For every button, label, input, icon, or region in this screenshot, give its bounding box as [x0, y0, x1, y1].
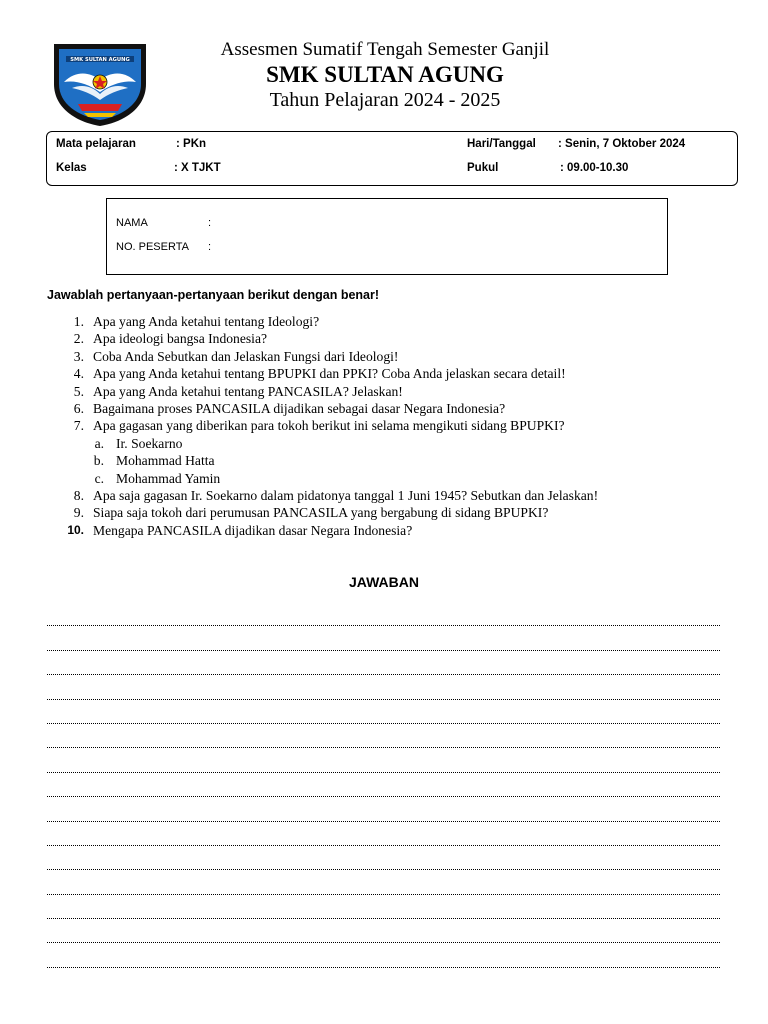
question-text: Apa saja gagasan Ir. Soekarno dalam pidatonya tanggal 1 Juni 1945? Sebutkan dan Jelaskan!	[93, 487, 599, 503]
question-text: Mengapa PANCASILA dijadikan dasar Negara Indonesia?	[93, 522, 413, 538]
identity-box	[106, 198, 668, 275]
sub-item-letter: c.	[94, 470, 104, 486]
answer-line	[47, 724, 720, 748]
answer-line	[47, 602, 720, 626]
question-number: 10.	[67, 522, 84, 537]
list-item	[47, 383, 737, 400]
question-text: Bagaimana proses PANCASILA dijadikan sebagai dasar Negara Indonesia?	[93, 400, 506, 416]
question-number: 8.	[73, 487, 84, 503]
answer-line	[47, 895, 720, 919]
sub-item-text: Mohammad Yamin	[116, 470, 221, 486]
question-number: 9.	[73, 505, 84, 521]
sub-item-letter: b.	[93, 453, 104, 469]
answer-line	[47, 651, 720, 675]
question-number: 7.	[73, 418, 84, 434]
question-number: 6.	[73, 400, 84, 416]
academic-year: Tahun Pelajaran 2024 - 2025	[269, 89, 501, 112]
question-number: 3.	[73, 348, 84, 364]
name-label: NAMA	[116, 217, 148, 229]
answer-line	[47, 846, 720, 870]
question-list	[47, 313, 737, 539]
list-item	[47, 365, 737, 382]
school-logo	[46, 38, 154, 128]
time-value: : 09.00-10.30	[560, 162, 629, 174]
sub-item-text: Ir. Soekarno	[116, 435, 183, 451]
list-item	[47, 522, 737, 539]
subject-value: : PKn	[176, 138, 207, 150]
list-item	[47, 504, 737, 521]
answer-line	[47, 943, 720, 967]
sub-list-item	[47, 470, 737, 487]
question-number: 2.	[73, 331, 84, 347]
question-number: 4.	[73, 366, 84, 382]
question-number: 1.	[73, 314, 84, 329]
answer-line	[47, 797, 720, 821]
participant-number-colon: :	[208, 241, 212, 253]
list-item	[47, 330, 737, 347]
answer-line	[47, 773, 720, 797]
answer-section-title: JAWABAN	[348, 574, 419, 590]
sub-list-item	[47, 435, 737, 452]
instruction-text: Jawablah pertanyaan-pertanyaan berikut dengan benar!	[47, 288, 380, 302]
list-item	[47, 487, 737, 504]
answer-line	[47, 822, 720, 846]
exam-info-box	[46, 131, 738, 186]
document-header	[170, 40, 600, 111]
question-text: Apa yang Anda ketahui tentang PANCASILA? Jelaskan!	[93, 383, 403, 399]
sub-item-text: Mohammad Hatta	[116, 453, 215, 469]
list-item	[47, 313, 737, 330]
sub-list-item	[47, 452, 737, 469]
answer-line	[47, 700, 720, 724]
time-label: Pukul	[467, 162, 499, 174]
answer-line	[47, 919, 720, 943]
class-label: Kelas	[56, 162, 87, 174]
class-value: : X TJKT	[174, 162, 221, 174]
question-text: Apa yang Anda ketahui tentang Ideologi?	[93, 314, 320, 329]
question-text: Apa gagasan yang diberikan para tokoh berikut ini selama mengikuti sidang BPUPKI?	[93, 418, 565, 434]
question-text: Apa yang Anda ketahui tentang BPUPKI dan PPKI? Coba Anda jelaskan secara detail!	[93, 366, 566, 382]
question-number: 5.	[73, 383, 84, 399]
school-name: SMK SULTAN AGUNG	[266, 61, 504, 87]
question-text: Siapa saja tokoh dari perumusan PANCASILA yang bergabung di sidang BPUPKI?	[93, 505, 549, 521]
answer-lines	[47, 602, 720, 968]
answer-line	[47, 870, 720, 894]
day-value: : Senin, 7 Oktober 2024	[558, 138, 686, 150]
name-colon: :	[208, 217, 212, 229]
answer-line	[47, 626, 720, 650]
list-item	[47, 400, 737, 417]
sub-item-letter: a.	[94, 435, 104, 451]
logo-text: SMK SULTAN AGUNG	[70, 57, 130, 63]
exam-title: Assesmen Sumatif Tengah Semester Ganjil	[220, 39, 550, 60]
question-text: Apa ideologi bangsa Indonesia?	[93, 331, 268, 347]
answer-line	[47, 748, 720, 772]
list-item	[47, 417, 737, 434]
subject-label: Mata pelajaran	[56, 138, 136, 150]
day-label: Hari/Tanggal	[467, 138, 536, 150]
list-item	[47, 348, 737, 365]
participant-number-label: NO. PESERTA	[116, 241, 189, 253]
question-text: Coba Anda Sebutkan dan Jelaskan Fungsi dari Ideologi!	[93, 348, 399, 364]
answer-line	[47, 675, 720, 699]
